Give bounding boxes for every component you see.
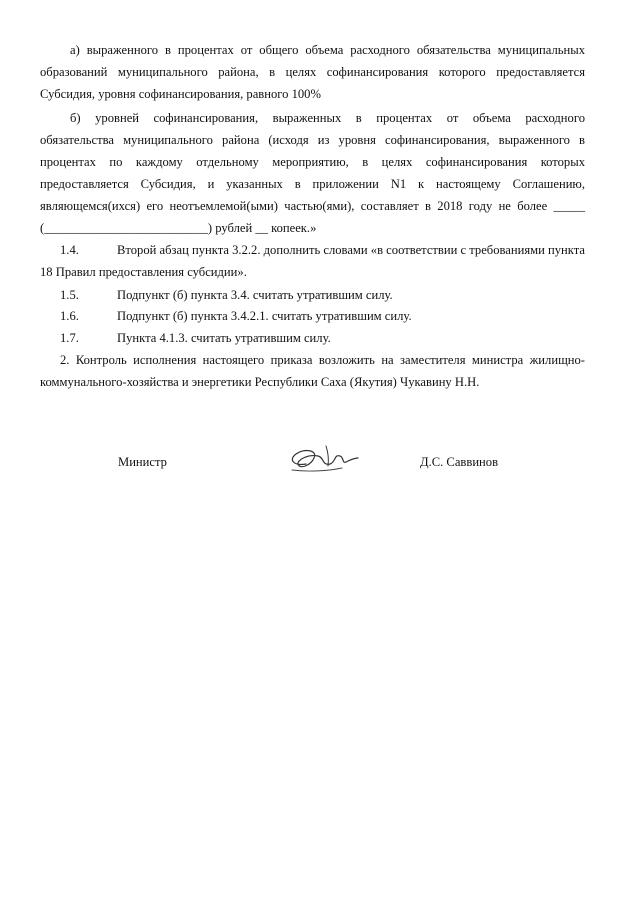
para-b-line-6: (__________________________) рублей __ копеек.» — [40, 221, 317, 235]
item-1-6-number: 1.6. — [60, 309, 79, 323]
para-a-line-3: Субсидия, уровня софинансирования, равного 100% — [40, 87, 321, 101]
item-1-5-number: 1.5. — [60, 288, 79, 302]
para-a-line-2: образований муниципального района, в целях софинансирования которого предоставляется — [40, 65, 585, 79]
item-1-6-text: Подпункт (б) пункта 3.4.2.1. считать утратившим силу. — [117, 309, 412, 323]
para-b-line-4: предоставляется Субсидия, и указанных в приложении N1 к настоящему Соглашению, — [40, 177, 585, 191]
para-b-line-5: являющемся(ихся) его неотъемлемой(ыми) частью(ями), составляет в 2018 году не более _____ — [40, 199, 585, 213]
item-1-7-number: 1.7. — [60, 331, 79, 345]
para-b-line-3: процентах по каждому отдельному мероприятию, в целях софинансирования которых — [40, 155, 585, 169]
item-1-7-text: Пункта 4.1.3. считать утратившим силу. — [117, 331, 331, 345]
item-1-4-number: 1.4. — [60, 243, 79, 257]
item-1-4-continuation: 18 Правил предоставления субсидии». — [40, 265, 247, 279]
para-2-line-1: 2. Контроль исполнения настоящего приказа возложить на заместителя министра жилищно- — [60, 353, 585, 367]
handwritten-signature-icon — [284, 440, 364, 480]
para-b-line-1: б) уровней софинансирования, выраженных в процентах от объема расходного — [70, 111, 585, 125]
para-b-line-2: обязательства муниципального района (исходя из уровня софинансирования, выраженного в — [40, 133, 585, 147]
item-1-4-text: Второй абзац пункта 3.2.2. дополнить словами «в соответствии с требованиями пункта — [117, 243, 585, 257]
item-1-5-text: Подпункт (б) пункта 3.4. считать утратившим силу. — [117, 288, 393, 302]
signer-position: Министр — [118, 455, 167, 469]
para-2-line-2: коммунального-хозяйства и энергетики Республики Саха (Якутия) Чукавину Н.Н. — [40, 375, 480, 389]
signer-name: Д.С. Саввинов — [420, 455, 499, 469]
para-a-line-1: а) выраженного в процентах от общего объема расходного обязательства муниципальных — [70, 43, 585, 57]
